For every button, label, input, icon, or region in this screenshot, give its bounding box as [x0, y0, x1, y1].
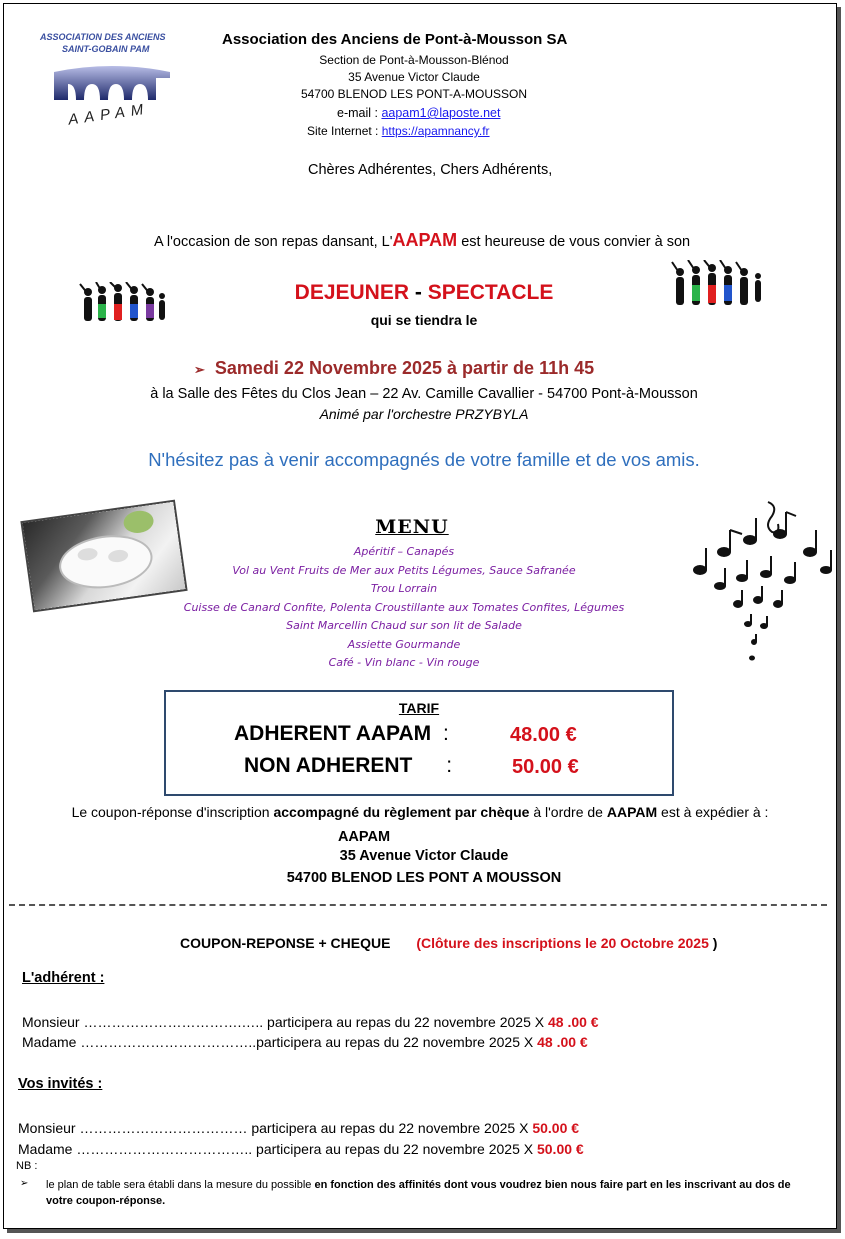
greeting: Chères Adhérentes, Chers Adhérents,: [308, 162, 553, 178]
logo-line-2: SAINT-GOBAIN PAM: [62, 44, 150, 54]
tarif-nonmember-price: 50.00 €: [512, 756, 579, 778]
guest-line-price: 50.00 €: [536, 1141, 584, 1157]
tarif-member-price: 48.00 €: [510, 724, 577, 746]
menu-item: Assiette Gourmande: [347, 638, 461, 651]
coupon-deadline-open: (: [416, 935, 421, 951]
cut-line-divider: [9, 904, 827, 906]
guest-line-price: 50.00 €: [532, 1120, 580, 1136]
tarif-colon: :: [443, 722, 449, 745]
nb-note: [46, 1177, 818, 1209]
member-line-text: Madame ………………………………..participera au repas du 22 novembre 2025 X: [22, 1034, 538, 1050]
shipping-text-1: Le coupon-réponse d'inscription: [71, 804, 274, 820]
shipping-city: 54700 BLENOD LES PONT A MOUSSON: [286, 870, 562, 886]
event-date-row: [194, 358, 594, 379]
shipping-text-3: à l'ordre de: [529, 804, 607, 820]
tarif-nonmember-label: NON ADHERENT: [244, 754, 413, 777]
nb-label: NB :: [16, 1160, 38, 1172]
email-label: e-mail :: [337, 106, 382, 120]
tarif-member-label: ADHERENT AAPAM: [234, 722, 432, 745]
coupon-title: COUPON-REPONSE + CHEQUE: [180, 935, 391, 951]
menu-item: Apéritif – Canapés: [353, 545, 455, 558]
guest-line-text: Madame ……………………………….. participera au repas du 22 novembre 2025 X: [18, 1141, 537, 1157]
nb-bullet-icon: ➢: [20, 1178, 29, 1189]
tarif-box: [164, 690, 674, 796]
shipping-text: [4, 804, 836, 820]
member-line-price: 48 .00 €: [537, 1034, 588, 1050]
bullet-arrow-icon: ➢: [194, 362, 205, 377]
event-title-part2: SPECTACLE: [427, 281, 554, 304]
menu-item: Café - Vin blanc - Vin rouge: [328, 656, 480, 669]
coupon-deadline: Clôture des inscriptions le 20 Octobre 2025: [421, 935, 709, 951]
org-name: Association des Anciens de Pont-à-Mousson SA: [222, 31, 568, 48]
logo-line-1: ASSOCIATION DES ANCIENS: [40, 32, 166, 42]
email-row: [337, 106, 500, 120]
coupon-header: [180, 935, 717, 951]
menu-item: Cuisse de Canard Confite, Polenta Croustillante aux Tomates Confites, Légumes: [183, 601, 625, 614]
header-street: 35 Avenue Victor Claude: [348, 70, 480, 84]
invite-before: A l'occasion de son repas dansant, L': [154, 234, 393, 250]
site-row: [307, 124, 490, 138]
event-date: Samedi 22 Novembre 2025 à partir de 11h 45: [214, 358, 595, 378]
event-title-part1: DEJEUNER: [294, 281, 410, 304]
shipping-address: [234, 826, 494, 848]
shipping-text-4: AAPAM: [606, 804, 658, 820]
header-section: Section de Pont-à-Mousson-Blénod: [319, 53, 509, 67]
guest-line-text: Monsieur ……………………………… participera au repas du 22 novembre 2025 X: [18, 1120, 533, 1136]
email-link[interactable]: aapam1@laposte.net: [381, 106, 501, 120]
member-line-price: 48 .00 €: [547, 1014, 599, 1030]
event-title: [154, 281, 694, 305]
menu-item: Vol au Vent Fruits de Mer aux Petits Légumes, Sauce Safranée: [232, 564, 576, 577]
member-line-monsieur[interactable]: [22, 1014, 599, 1030]
tarif-member-row: [234, 722, 449, 746]
invite-line: [154, 230, 690, 251]
member-line-madame[interactable]: [22, 1034, 588, 1050]
guest-line-madame[interactable]: [18, 1141, 584, 1157]
event-subtitle: qui se tiendra le: [370, 312, 478, 328]
site-link[interactable]: https://apamnancy.fr: [381, 124, 490, 138]
menu-title: MENU: [375, 516, 449, 538]
shipping-text-2: accompagné du règlement par chèque: [273, 804, 530, 820]
tarif-title: TARIF: [398, 700, 440, 716]
call-to-action: N'hésitez pas à venir accompagnés de votre famille et de vos amis.: [148, 449, 700, 470]
header-city: 54700 BLENOD LES PONT-A-MOUSSON: [300, 87, 528, 101]
tarif-colon: :: [446, 754, 453, 777]
shipping-street: 35 Avenue Victor Claude: [339, 848, 509, 864]
tarif-nonmember-row: [244, 754, 452, 778]
event-title-sep: -: [409, 281, 428, 304]
flyer-page: [3, 3, 837, 1229]
invite-after: est heureuse de vous convier à son: [457, 234, 691, 250]
member-heading: L'adhérent :: [22, 970, 105, 986]
guest-line-monsieur[interactable]: [18, 1120, 579, 1136]
event-animation: Animé par l'orchestre PRZYBYLA: [319, 406, 529, 422]
site-label: Site Internet :: [307, 124, 382, 138]
nb-text-2: en fonction des affinités dont vous voudrez bien nous faire part en les inscrivant au dos de votre coupon-réponse.: [46, 1179, 791, 1207]
shipping-name: AAPAM: [337, 829, 391, 845]
invite-brand: AAPAM: [392, 230, 458, 250]
menu-item: Saint Marcellin Chaud sur son lit de Salade: [286, 619, 522, 632]
event-venue: à la Salle des Fêtes du Clos Jean – 22 Av. Camille Cavallier - 54700 Pont-à-Mousson: [150, 386, 698, 402]
nb-text-1: le plan de table sera établi dans la mesure du possible: [46, 1179, 315, 1191]
header-address: [234, 52, 594, 103]
bridge-arches-icon: [52, 62, 172, 102]
coupon-deadline-close: ): [708, 935, 718, 951]
member-line-text: Monsieur …………………………….….. participera au repas du 22 novembre 2025 X: [22, 1014, 548, 1030]
aapam-logo: [34, 30, 204, 130]
shipping-text-5: est à expédier à :: [657, 804, 769, 820]
menu-item: Trou Lorrain: [370, 582, 438, 595]
music-notes-illustration: [680, 500, 836, 670]
logo-acronym: AAPAM: [67, 100, 151, 129]
guests-heading: Vos invités :: [18, 1076, 103, 1092]
